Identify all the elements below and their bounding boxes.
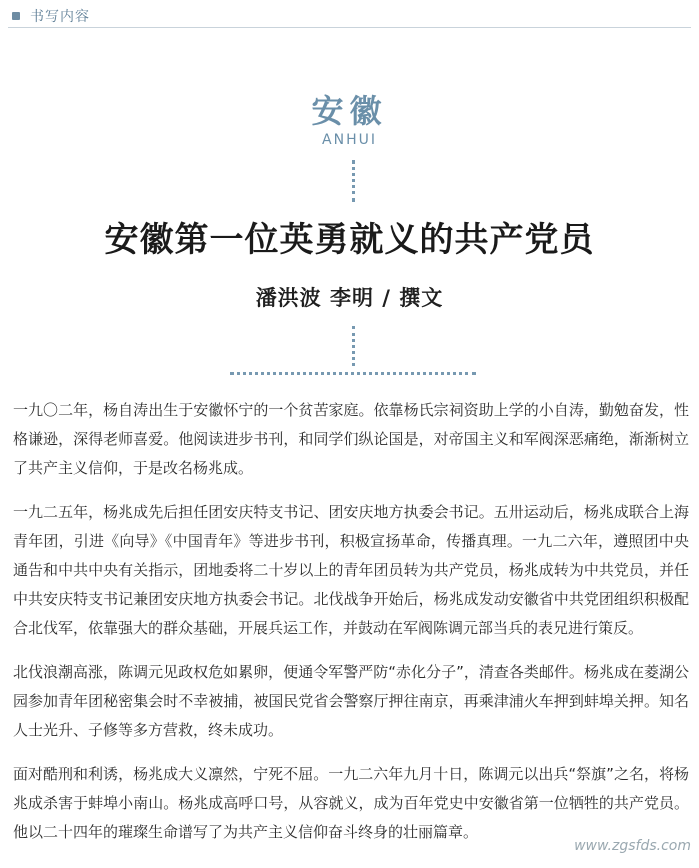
section-label: 书写内容 — [30, 9, 90, 25]
dotted-divider-top — [352, 160, 355, 202]
dotted-divider-bottom — [352, 326, 355, 366]
region-name: 安徽 — [311, 92, 388, 130]
section-marker-icon — [12, 12, 20, 20]
article-paragraph: 北伐浪潮高涨，陈调元见政权危如累卵，便通令军警严防“赤化分子”，清查各类邮件。杨兆成在菱湖公园参加青年团秘密集会时不幸被捕，被国民党省会警察厅押往南京，再乘津浦火车押到蚌埠关押。知名人士光升、子修等多方营救，终未成功。 — [13, 663, 689, 739]
article-byline: 潘洪波 李明 / 撰文 — [255, 286, 444, 310]
dotted-divider-horizontal — [230, 372, 476, 375]
article-body — [13, 396, 689, 862]
watermark: www.zgsfds.com — [574, 838, 691, 854]
article-paragraph: 面对酷刑和利诱，杨兆成大义凛然，宁死不屈。一九二六年九月十日，陈调元以出兵“祭旗”之名，将杨兆成杀害于蚌埠小南山。杨兆成高呼口号，从容就义，成为百年党史中安徽省第一位牺牲的共产党员。他以二十四年的璀璨生命谱写了为共产主义信仰奋斗终身的壮丽篇章。 — [13, 765, 689, 841]
article-title: 安徽第一位英勇就义的共产党员 — [104, 220, 595, 260]
article-paragraph: 一九二五年，杨兆成先后担任团安庆特支书记、团安庆地方执委会书记。五卅运动后，杨兆成联合上海青年团，引进《向导》《中国青年》等进步书刊，积极宣扬革命，传播真理。一九二六年，遵照团中央通告和中共中央有关指示，团地委将二十岁以上的青年团员转为共产党员，杨兆成转为中共党员，并任中共安庆特支书记兼团安庆地方执委会书记。北伐战争开始后，杨兆成发动安徽省中共党团组织积极配合北伐军，依靠强大的群众基础，开展兵运工作，并鼓动在军阀陈调元部当兵的表兄进行策反。 — [13, 503, 689, 637]
article-paragraph: 一九〇二年，杨自涛出生于安徽怀宁的一个贫苦家庭。依靠杨氏宗祠资助上学的小自涛，勤勉奋发，性格谦逊，深得老师喜爱。他阅读进步书刊，和同学们纵论国是，对帝国主义和军阀深恶痛绝，渐渐树立了共产主义信仰，于是改名杨兆成。 — [13, 401, 689, 477]
section-header — [8, 5, 691, 28]
region-name-english: ANHUI — [322, 132, 377, 148]
